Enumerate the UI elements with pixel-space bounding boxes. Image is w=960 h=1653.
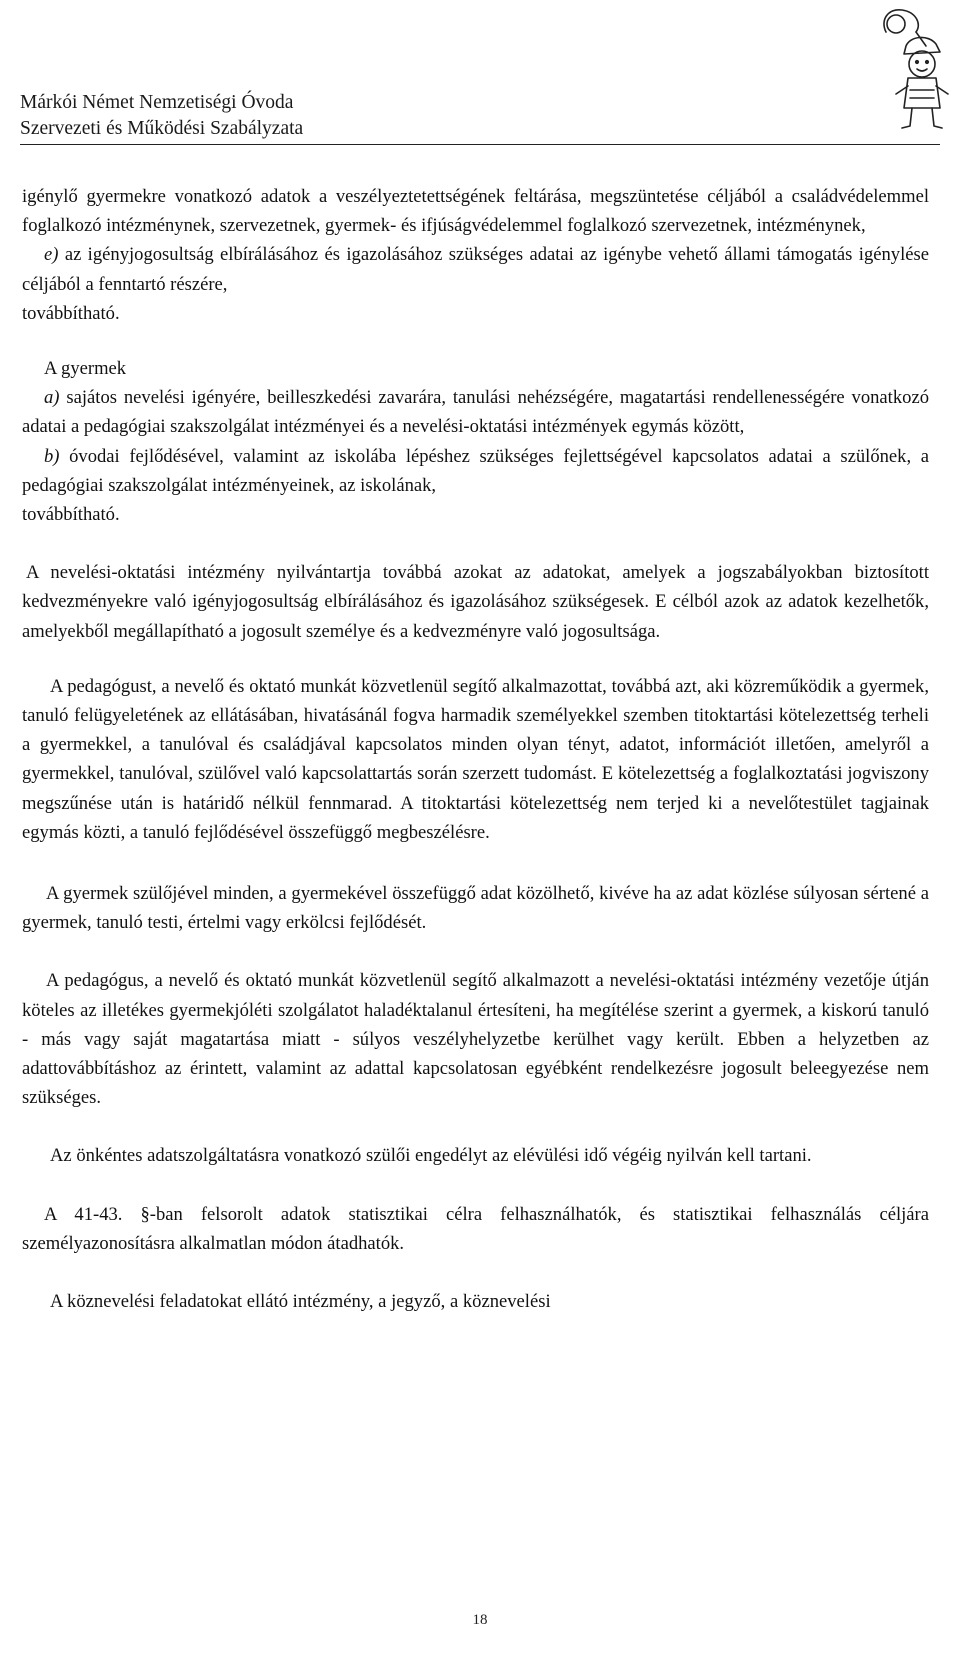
list-item-text: az igényjogosultság elbírálásához és igazolásához szükséges adatai az igénybe vehető állami támogatás igénylése céljából a fenntartó részére, <box>22 244 929 295</box>
page-number: 18 <box>472 1612 488 1628</box>
paragraph-text: továbbítható. <box>22 504 120 526</box>
paragraph-text: A pedagógust, a nevelő és oktató munkát közvetlenül segítő alkalmazottat, továbbá azt, aki közreműködik a gyermek, tanuló felügyeletének az ellátásában, hivatásánál fogva harmadik személyekkel szemben titoktartási kötelezettség terheli a gyermekkel, a tanulóval és családjával kapcsolatos minden olyan tényt, adatot, információt illetően, amelyről a gyermekkel, tanulóval, szülővel való kapcsolattartás során szerzett tudomást. E kötelezettség a foglalkoztatási jogviszony megszűnése után is határidő nélkül fennmarad. A titoktartási kötelezettség nem terjed ki a nevelőtestület tagjainak egymás közti, a tanuló fejlődésével összefüggő megbeszélésre. <box>22 675 929 843</box>
list-item-a <box>22 383 929 441</box>
list-item-e <box>22 240 929 298</box>
paragraph-text: A pedagógus, a nevelő és oktató munkát közvetlenül segítő alkalmazott a nevelési-oktatási intézmény vezetője útján köteles az illetékes gyermekjóléti szolgálatot haladéktalanul értesíteni, ha megítélése szerint a gyermek, a kiskorú tanuló - más vagy saját magatartása miatt - súlyos veszélyhelyzetbe kerülhet vagy került. Ebben a helyzetben az adattovábbításhoz az érintett, valamint az adattal kapcsolatosan egyébként rendelkezésre jogosult beleegyezése nem szükséges. <box>22 970 929 1109</box>
paragraph-conclusion <box>22 500 929 529</box>
list-item-b <box>22 442 929 500</box>
paragraph-text: A 41-43. §-ban felsorolt adatok statisztikai célra felhasználhatók, és statisztikai felhasználás céljára személyazonosításra alkalmatlan módon átadhatók. <box>22 1203 929 1254</box>
list-item-text: óvodai fejlődésével, valamint az iskolába lépéshez szükséges fejlettségével kapcsolatos adatai a szülőnek, a pedagógiai szakszolgálat intézményeinek, az iskolának, <box>22 445 929 496</box>
paragraph-conclusion <box>22 299 929 328</box>
paragraph-text: A gyermek <box>44 358 127 380</box>
paragraph-text: igénylő gyermekre vonatkozó adatok a veszélyeztetettségének feltárása, megszüntetése céljából a családvédelemmel foglalkozó intézménynek, szervezetnek, gyermek- és ifjúságvédelemmel foglalkozó szervezetnek, intézménynek, <box>22 186 929 237</box>
list-item-text: sajátos nevelési igényére, beilleszkedési zavarára, tanulási nehézségére, magatartási rendellenességére vonatkozó adatai a pedagógiai szakszolgálat intézményei és a nevelési-oktatási intézmények egymás között, <box>22 387 929 438</box>
document-body <box>22 182 929 1316</box>
paragraph-text: Az önkéntes adatszolgáltatásra vonatkozó szülői engedélyt az elévülési idő végéig nyilván kell tartani. <box>50 1145 812 1167</box>
paragraph <box>22 672 929 847</box>
child-with-horn-logo-icon <box>866 2 956 142</box>
paragraph-text: továbbítható. <box>22 302 120 324</box>
paragraph-text: A köznevelési feladatokat ellátó intézmény, a jegyző, a köznevelési <box>50 1291 551 1313</box>
paragraph <box>22 879 929 937</box>
header-line-document: Szervezeti és Működési Szabályzata <box>20 118 304 139</box>
list-item-label: e) <box>44 244 59 266</box>
page-header <box>20 72 940 145</box>
paragraph <box>22 1200 929 1258</box>
paragraph <box>22 558 929 646</box>
paragraph-text: A nevelési-oktatási intézmény nyilvántartja továbbá azokat az adatokat, amelyek a jogszabályokban biztosított kedvezményekre való igényjogosultság elbírálásához és igazolásához szükségesek. E célból azok az adatok kezelhetők, amelyekből megállapítható a jogosult személye és a kedvezményre való jogosultsága. <box>22 562 929 642</box>
paragraph-truncated <box>22 1287 929 1316</box>
paragraph <box>22 1141 929 1170</box>
paragraph <box>22 966 929 1112</box>
paragraph-continuation <box>22 182 929 240</box>
list-item-label: a) <box>44 387 60 409</box>
list-item-label: b) <box>44 445 60 467</box>
header-line-institution: Márkói Német Nemzetiségi Óvoda <box>20 92 294 113</box>
paragraph-text: A gyermek szülőjével minden, a gyermekével összefüggő adat közölhető, kivéve ha az adat közlése súlyosan sértené a gyermek, tanuló testi, értelmi vagy erkölcsi fejlődését. <box>22 883 929 934</box>
header-title <box>20 90 303 142</box>
paragraph-lead <box>22 354 929 383</box>
